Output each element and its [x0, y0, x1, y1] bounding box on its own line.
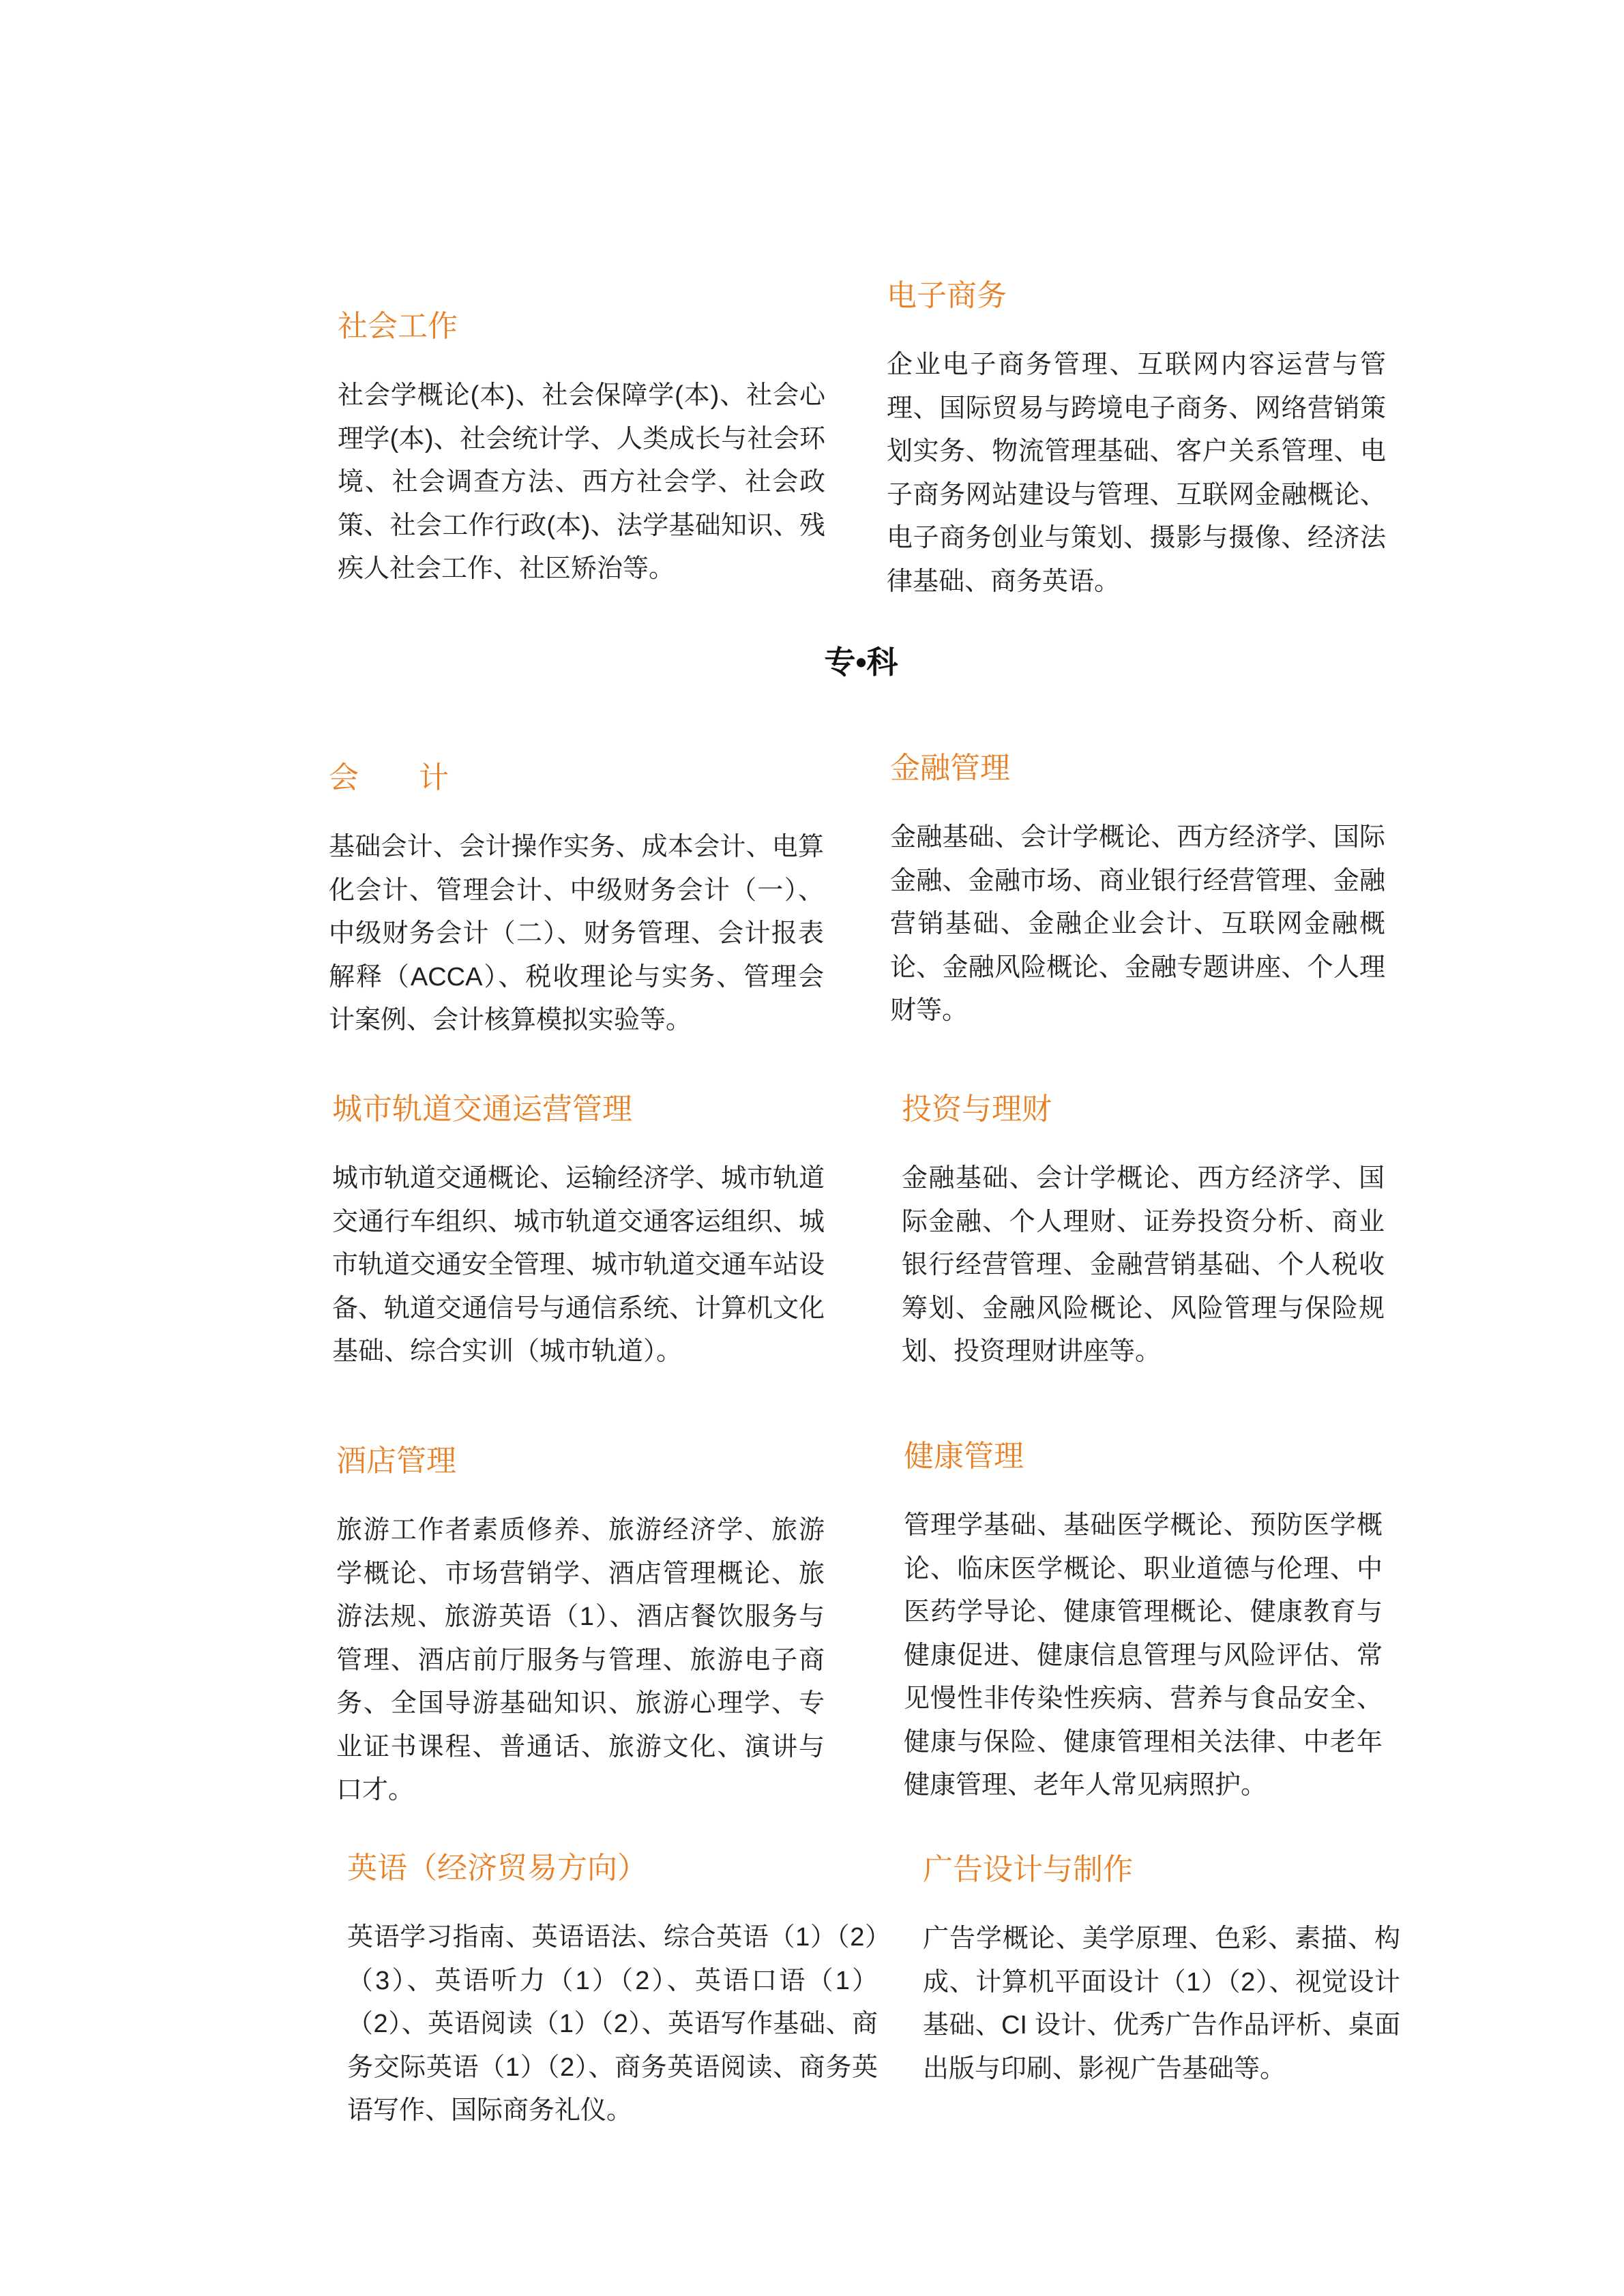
section-ecommerce: [887, 280, 1386, 603]
section-title: 投资与理财: [902, 1092, 1052, 1126]
section-health-management: [904, 1440, 1383, 1808]
course-list: 社会学概论(本)、社会保障学(本)、社会心理学(本)、社会统计学、人类成长与社会环境、社会调查方法、西方社会学、社会政策、社会工作行政(本)、法学基础知识、残疾人社会工作、社区矫治等。: [338, 381, 825, 584]
section-title: 电子商务: [887, 279, 1007, 312]
course-list: 城市轨道交通概论、运输经济学、城市轨道交通行车组织、城市轨道交通客运组织、城市轨道交通安全管理、城市轨道交通车站设备、轨道交通信号与通信系统、计算机文化基础、综合实训（城市轨道）。: [332, 1164, 825, 1367]
section-title: 酒店管理: [336, 1444, 456, 1478]
course-list: 英语学习指南、英语语法、综合英语（1）（2）（3）、英语听力（1）（2）、英语口语（1）（2）、英语阅读（1）（2）、英语写作基础、商务交际英语（1）（2）、商务英语阅读、商务英语写作、国际商务礼仪。: [347, 1923, 878, 2126]
course-list: 企业电子商务管理、互联网内容运营与管理、国际贸易与跨境电子商务、网络营销策划实务、物流管理基础、客户关系管理、电子商务网站建设与管理、互联网金融概论、电子商务创业与策划、摄影与摄像、经济法律基础、商务英语。: [887, 351, 1386, 596]
section-accounting: [329, 762, 824, 1043]
course-list: 基础会计、会计操作实务、成本会计、电算化会计、管理会计、中级财务会计（一）、中级财务会计（二）、财务管理、会计报表解释（ACCA）、税收理论与实务、管理会计案例、会计核算模拟实验等。: [329, 833, 824, 1035]
section-title: 会 计: [329, 761, 449, 794]
course-list: 金融基础、会计学概论、西方经济学、国际金融、金融市场、商业银行经营管理、金融营销基础、金融企业会计、互联网金融概论、金融风险概论、金融专题讲座、个人理财等。: [890, 823, 1385, 1026]
section-english-economic-trade: [347, 1852, 878, 2133]
section-title: 社会工作: [338, 310, 458, 343]
section-financial-management: [890, 752, 1385, 1033]
section-investment-finance: [902, 1093, 1385, 1374]
section-title: 英语（经济贸易方向）: [347, 1851, 647, 1885]
course-list: 金融基础、会计学概论、西方经济学、国际金融、个人理财、证券投资分析、商业银行经营管理、金融营销基础、个人税收筹划、金融风险概论、风险管理与保险规划、投资理财讲座等。: [902, 1164, 1385, 1367]
course-list: 广告学概论、美学原理、色彩、素描、构成、计算机平面设计（1）（2）、视觉设计基础、CI 设计、优秀广告作品评析、桌面出版与印刷、影视广告基础等。: [923, 1924, 1400, 2083]
course-list: 管理学基础、基础医学概论、预防医学概论、临床医学概论、职业道德与伦理、中医药学导论、健康管理概论、健康教育与健康促进、健康信息管理与风险评估、常见慢性非传染性疾病、营养与食品安全、健康与保险、健康管理相关法律、中老年健康管理、老年人常见病照护。: [904, 1511, 1383, 1800]
section-title: 城市轨道交通运营管理: [332, 1092, 632, 1126]
section-social-work: [338, 310, 825, 591]
section-hotel-management: [336, 1445, 825, 1813]
section-title: 健康管理: [904, 1440, 1024, 1473]
section-title: 金融管理: [890, 751, 1010, 785]
course-list: 旅游工作者素质修养、旅游经济学、旅游学概论、市场营销学、酒店管理概论、旅游法规、旅游英语（1）、酒店餐饮服务与管理、酒店前厅服务与管理、旅游电子商务、全国导游基础知识、旅游心理学、专业证书课程、普通话、旅游文化、演讲与口才。: [336, 1516, 825, 1805]
section-title: 广告设计与制作: [923, 1853, 1133, 1886]
section-urban-rail-transit: [332, 1093, 825, 1374]
section-ad-design-production: [923, 1853, 1400, 2091]
level-divider-zhuanke: 专•科: [824, 644, 898, 680]
